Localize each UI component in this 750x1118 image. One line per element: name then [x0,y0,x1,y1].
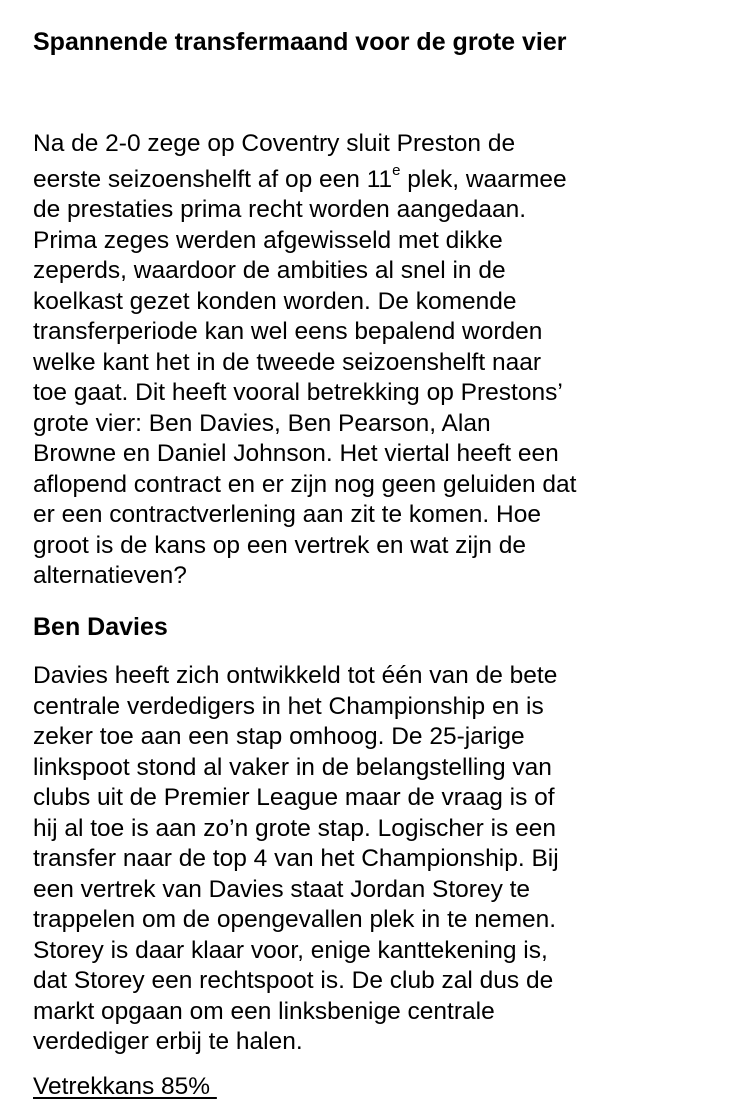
text-line: Davies heeft zich ontwikkeld tot één van de bete [33,662,558,689]
section-paragraph-ben-davies [33,661,559,1058]
text-line: Prima zeges werden afgewisseld met dikke [33,226,503,254]
text-line: toe gaat. Dit heeft vooral betrekking op Prestons’ [33,379,563,406]
text-line: zeker toe aan een stap omhoog. De 25-jarige [33,723,525,750]
text-line: trappelen om de opengevallen plek in te nemen. [33,906,557,933]
text-line: alternatieven? [33,562,187,589]
text-line: Storey is daar klaar voor, enige kanttekening is, [33,936,548,964]
text-line-part: plek, waarmee [400,165,567,193]
text-line-part: eerste seizoenshelft af op een 11 [33,165,393,193]
text-line: dat Storey een rechtspoot is. De club zal dus de [33,967,554,994]
text-line [33,162,577,196]
text-line: linkspoot stond al vaker in de belangstelling van [33,753,552,781]
text-line: Browne en Daniel Johnson. Het viertal heeft een [33,440,559,467]
text-line: markt opgaan om een linksbenige centrale [33,997,495,1025]
ordinal-superscript: e [392,162,401,180]
text-line: hij al toe is aan zo’n grote stap. Logischer is een [33,814,556,842]
text-line: groot is de kans op een vertrek en wat zijn de [33,531,527,559]
text-line: transfer naar de top 4 van het Championship. Bij [33,845,559,872]
section-heading-ben-davies: Ben Davies [33,613,168,641]
text-line: verdediger erbij te halen. [33,1028,303,1055]
text-line: centrale verdedigers in het Championship en is [33,692,544,720]
text-line: koelkast gezet konden worden. De komende [33,287,517,315]
text-line: grote vier: Ben Davies, Ben Pearson, Alan [33,409,491,437]
article-title: Spannende transfermaand voor de grote vier [33,28,567,56]
text-line: welke kant het in de tweede seizoenshelft naar [33,348,542,376]
text-line: zeperds, waardoor de ambities al snel in de [33,257,506,284]
departure-chance: Vetrekkans 85% [33,1073,217,1100]
text-line: de prestaties prima recht worden aangedaan. [33,196,527,223]
text-line: transferperiode kan wel eens bepalend worden [33,318,543,345]
text-line: Na de 2-0 zege op Coventry sluit Preston de [33,130,516,157]
text-line: een vertrek van Davies staat Jordan Storey te [33,875,531,903]
intro-paragraph [33,129,577,592]
text-line: er een contractverlening aan zit te komen. Hoe [33,501,541,528]
text-line: aflopend contract en er zijn nog geen geluiden dat [33,470,577,498]
text-line: clubs uit de Premier League maar de vraag is of [33,784,555,811]
